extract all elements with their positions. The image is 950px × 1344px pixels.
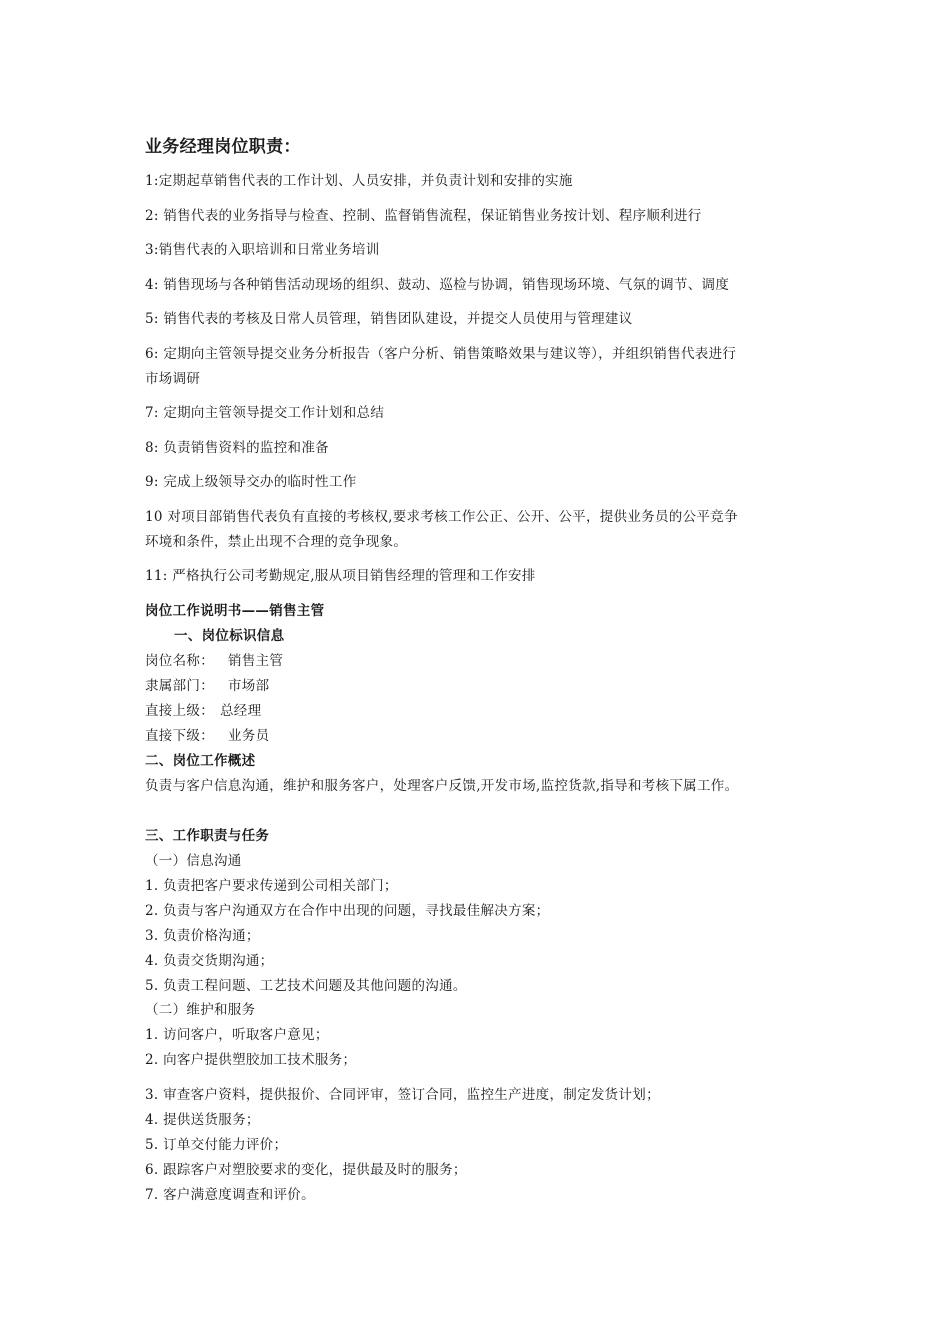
overview-text: 负责与客户信息沟通，维护和服务客户，处理客户反馈,开发市场,监控货款,指导和考核下属工作。 bbox=[145, 778, 739, 794]
subsection-heading: （二）维护和服务 bbox=[145, 1002, 256, 1018]
duty-line: 9: 完成上级领导交办的临时性工作 bbox=[145, 474, 357, 490]
list-item: 6. 跟踪客户对塑胶要求的变化，提供最及时的服务； bbox=[145, 1162, 467, 1178]
jd-title: 岗位工作说明书——销售主管 bbox=[145, 603, 325, 619]
duty-line: 3:销售代表的入职培训和日常业务培训 bbox=[145, 242, 380, 258]
list-item: 2. 向客户提供塑胶加工技术服务； bbox=[145, 1052, 357, 1068]
list-item: 1. 访问客户，听取客户意见； bbox=[145, 1027, 329, 1043]
info-value: 销售主管 bbox=[228, 653, 284, 669]
list-item: 4. 提供送货服务； bbox=[145, 1112, 260, 1128]
list-item: 5. 订单交付能力评价； bbox=[145, 1137, 288, 1153]
duty-line: 环境和条件，禁止出现不合理的竞争现象。 bbox=[145, 534, 408, 550]
section-heading: 二、岗位工作概述 bbox=[145, 753, 256, 769]
info-label: 直接上级： bbox=[145, 703, 214, 719]
info-row bbox=[145, 652, 284, 670]
list-item: 3. 负责价格沟通； bbox=[145, 928, 260, 944]
list-item: 5. 负责工程问题、工艺技术问题及其他问题的沟通。 bbox=[145, 978, 467, 994]
info-label: 隶属部门： bbox=[145, 678, 214, 694]
duty-line: 4: 销售现场与各种销售活动现场的组织、鼓动、巡检与协调，销售现场环境、气氛的调节、调度 bbox=[145, 277, 730, 293]
duty-line: 8: 负责销售资料的监控和准备 bbox=[145, 440, 329, 456]
subsection-heading: （一）信息沟通 bbox=[145, 853, 242, 869]
info-row bbox=[145, 702, 262, 720]
info-value: 总经理 bbox=[220, 703, 262, 719]
duty-line: 市场调研 bbox=[145, 371, 201, 387]
duty-line: 6: 定期向主管领导提交业务分析报告（客户分析、销售策略效果与建议等），并组织销售代表进行 bbox=[145, 346, 737, 362]
info-label: 岗位名称： bbox=[145, 653, 214, 669]
info-label: 直接下级： bbox=[145, 728, 214, 744]
info-row bbox=[145, 677, 270, 695]
duty-line: 5: 销售代表的考核及日常人员管理，销售团队建设，并提交人员使用与管理建议 bbox=[145, 311, 633, 327]
section-heading: 一、岗位标识信息 bbox=[174, 628, 285, 644]
page-title: 业务经理岗位职责： bbox=[145, 137, 301, 157]
list-item: 1. 负责把客户要求传递到公司相关部门； bbox=[145, 878, 398, 894]
list-item: 7. 客户满意度调查和评价。 bbox=[145, 1187, 315, 1203]
info-value: 业务员 bbox=[228, 728, 270, 744]
duty-line: 10 对项目部销售代表负有直接的考核权,要求考核工作公正、公开、公平，提供业务员的公平竞争 bbox=[145, 509, 738, 525]
duty-line: 11: 严格执行公司考勤规定,服从项目销售经理的管理和工作安排 bbox=[145, 568, 536, 584]
list-item: 2. 负责与客户沟通双方在合作中出现的问题，寻找最佳解决方案； bbox=[145, 903, 550, 919]
info-row bbox=[145, 727, 270, 745]
list-item: 3. 审查客户资料，提供报价、合同评审，签订合同，监控生产进度，制定发货计划； bbox=[145, 1087, 660, 1103]
info-value: 市场部 bbox=[228, 678, 270, 694]
duty-line: 7: 定期向主管领导提交工作计划和总结 bbox=[145, 405, 385, 421]
list-item: 4. 负责交货期沟通； bbox=[145, 953, 274, 969]
duty-line: 1:定期起草销售代表的工作计划、人员安排，并负责计划和安排的实施 bbox=[145, 173, 573, 189]
duty-line: 2: 销售代表的业务指导与检查、控制、监督销售流程，保证销售业务按计划、程序顺利进行 bbox=[145, 208, 702, 224]
section-heading: 三、工作职责与任务 bbox=[145, 828, 270, 844]
